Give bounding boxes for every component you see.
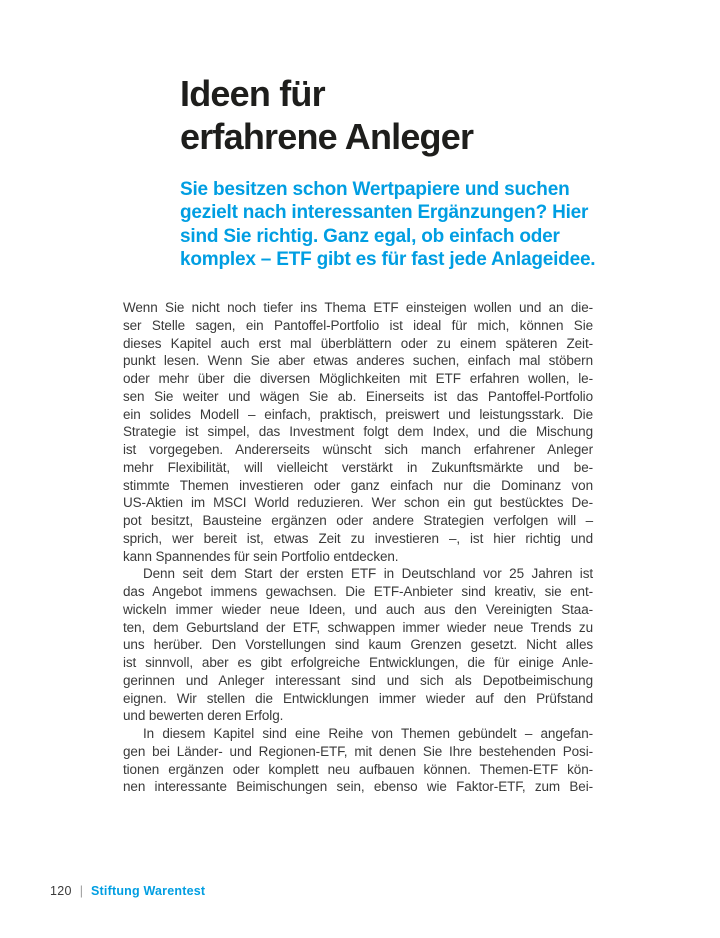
- chapter-intro-line: Sie besitzen schon Wertpapiere und suchen: [180, 179, 570, 200]
- chapter-intro-line: komplex – ETF gibt es für fast jede Anlageidee.: [180, 248, 596, 270]
- body-line: sprich, wer bereit ist, etwas Zeit zu investieren –, ist hier richtig und: [123, 530, 593, 546]
- chapter-intro: [180, 178, 595, 271]
- page-footer: [50, 884, 205, 899]
- body-line: Denn seit dem Start der ersten ETF in Deutschland vor 25 Jahren ist: [143, 566, 593, 582]
- body-line: tionen ergänzen oder komplett neu aufbauen können. Themen-ETF kön-: [123, 761, 593, 777]
- chapter-intro-line: gezielt nach interessanten Ergänzungen? Hier: [180, 202, 589, 224]
- body-line: und bewerten deren Erfolg.: [123, 708, 284, 724]
- body-line: ser Stelle sagen, ein Pantoffel-Portfolio ist ideal für mich, können Sie: [123, 317, 593, 333]
- body-line: ist sinnvoll, aber es gibt erfolgreiche Entwicklungen, die für einige Anle-: [123, 655, 593, 670]
- body-paragraph: [123, 725, 593, 796]
- body-line: das Angebot immens gewachsen. Die ETF-Anbieter sind kreativ, sie ent-: [123, 584, 593, 599]
- body-line: oder mehr über die diversen Möglichkeiten mit ETF erfahren wollen, le-: [123, 371, 593, 386]
- chapter-title: [180, 72, 473, 158]
- body-line: pot besitzt, Bausteine ergänzen oder andere Strategien verfolgen will –: [123, 513, 593, 528]
- body-line: eignen. Wir stellen die Entwicklungen immer wieder auf den Prüfstand: [123, 690, 593, 706]
- body-text: [123, 299, 593, 796]
- body-line: kann Spannendes für sein Portfolio entdecken.: [123, 548, 399, 564]
- chapter-intro-line: sind Sie richtig. Ganz egal, ob einfach oder: [180, 225, 560, 247]
- body-line: uns herüber. Den Vorstellungen sind kaum Grenzen gesetzt. Nicht alles: [123, 637, 593, 653]
- body-line: stimmte Themen investieren oder ganz einfach nur die Dominanz von: [123, 477, 593, 493]
- body-line: dieses Kapitel auch erst mal überblättern oder zu einem späteren Zeit-: [123, 335, 593, 351]
- footer-divider: |: [79, 884, 84, 898]
- body-line: Wenn Sie nicht noch tiefer ins Thema ETF einsteigen wollen und an die-: [123, 300, 593, 315]
- body-line: wickeln immer wieder neue Ideen, und auch aus den Vereinigten Staa-: [123, 601, 593, 617]
- body-line: In diesem Kapitel sind eine Reihe von Themen gebündelt – angefan-: [143, 726, 593, 741]
- body-line: sen Sie weiter und wägen Sie ab. Einerseits ist das Pantoffel-Portfolio: [123, 388, 593, 404]
- body-paragraph: [123, 299, 593, 565]
- body-line: punkt lesen. Wenn Sie aber etwas anderes suchen, einfach mal stöbern: [123, 353, 593, 369]
- body-line: gerinnen und Anleger interessant sind und sich als Depotbeimischung: [123, 672, 593, 688]
- body-line: nen interessante Beimischungen sein, ebenso wie Faktor-ETF, zum Bei-: [123, 779, 593, 795]
- body-line: ein solides Modell – einfach, praktisch, preiswert und leistungsstark. Die: [123, 406, 593, 422]
- body-paragraph: [123, 565, 593, 725]
- page-number: 120: [50, 884, 72, 898]
- body-line: gen bei Länder- und Regionen-ETF, mit denen Sie Ihre bestehenden Posi-: [123, 743, 593, 759]
- body-line: US-Aktien im MSCI World reduzieren. Wer schon ein gut bestücktes De-: [123, 495, 593, 511]
- body-line: Strategie ist simpel, das Investment folgt dem Index, und die Mischung: [123, 424, 593, 440]
- body-line: ist vorgegeben. Andererseits wünscht sich manch erfahrener Anleger: [123, 442, 593, 457]
- body-line: ten, dem Geburtsland der ETF, schwappen immer wieder neue Trends zu: [123, 619, 593, 635]
- chapter-title-line: Ideen für: [180, 73, 325, 114]
- chapter-title-line: erfahrene Anleger: [180, 116, 474, 157]
- body-line: mehr Flexibilität, will vielleicht verstärkt in Zukunftsmärkte und be-: [123, 459, 593, 475]
- publisher-name: Stiftung Warentest: [91, 884, 206, 898]
